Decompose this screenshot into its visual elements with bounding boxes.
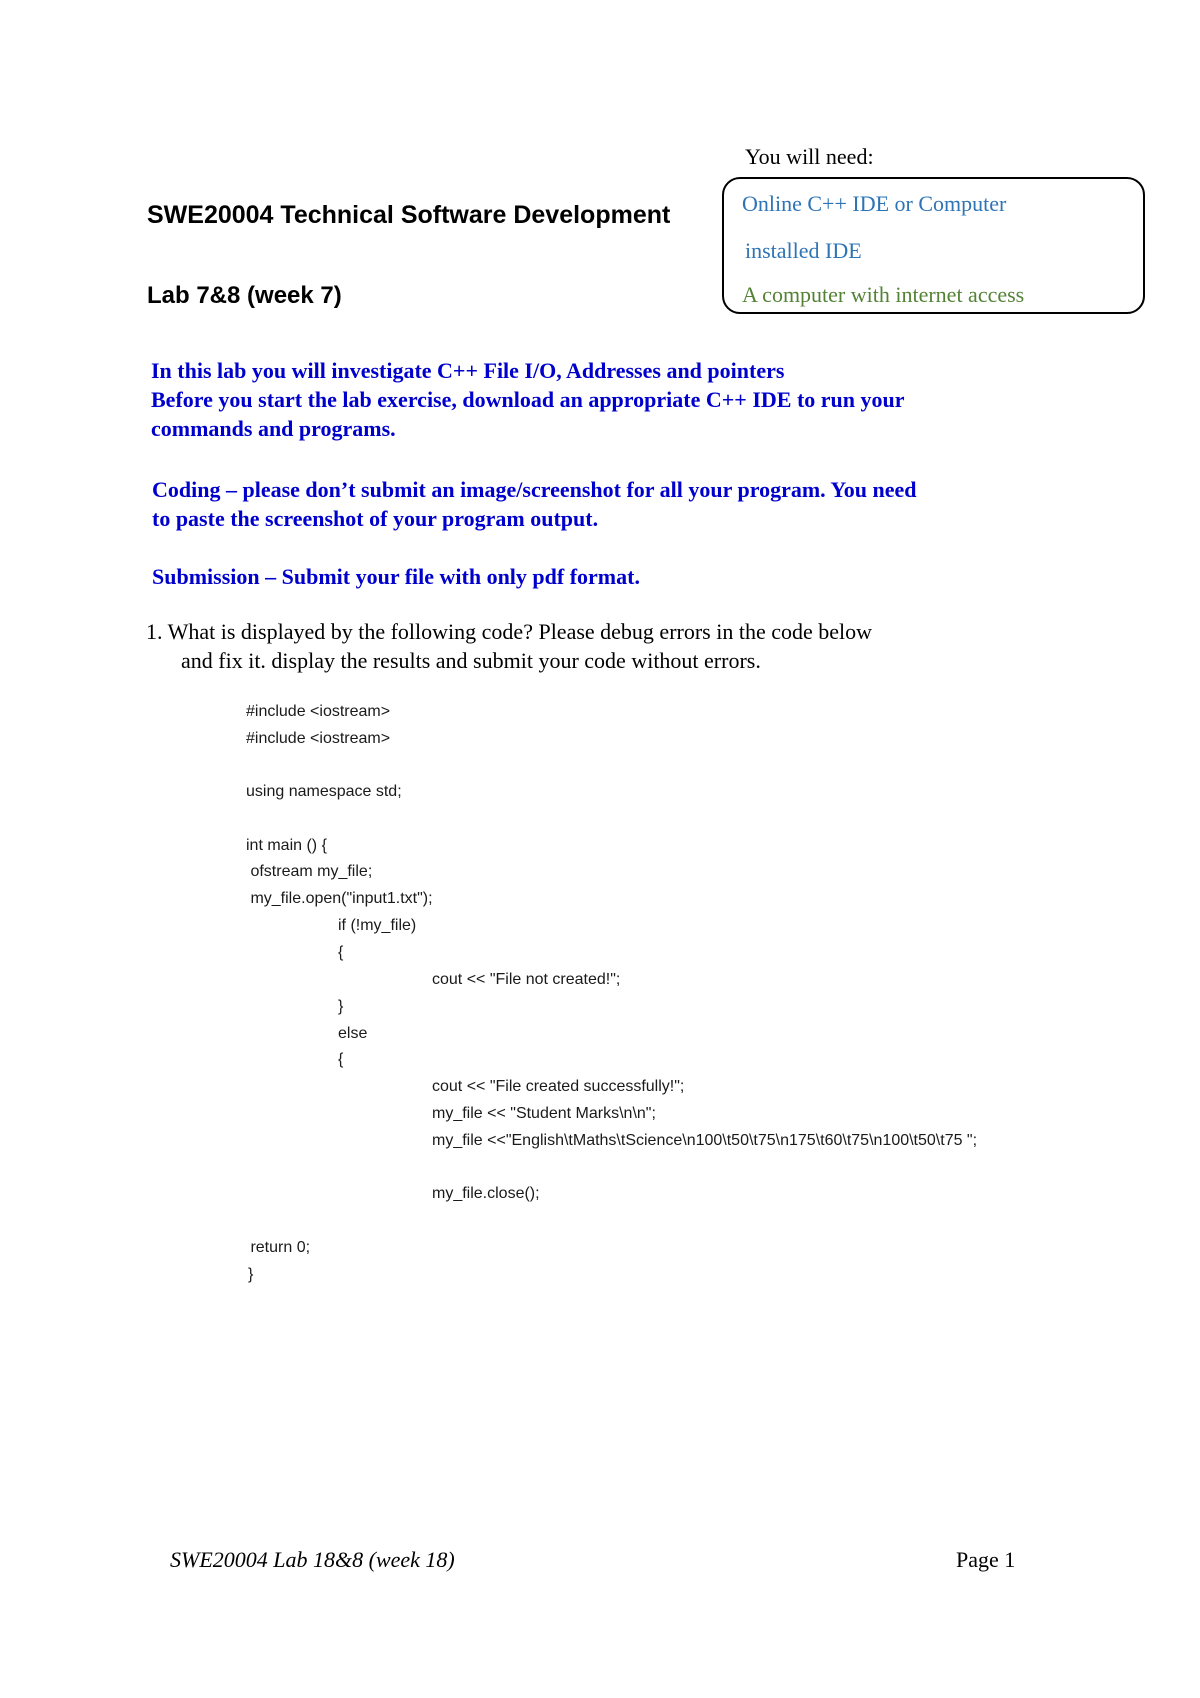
code-line: my_file << "Student Marks\n\n"; [432, 1105, 656, 1122]
code-line: return 0; [246, 1239, 311, 1256]
page-number: Page 1 [956, 1547, 1016, 1572]
code-line: } [338, 998, 344, 1015]
code-line: } [248, 1266, 254, 1283]
code-line: cout << "File created successfully!"; [432, 1078, 685, 1095]
coding-paragraph [152, 475, 1052, 533]
code-line: using namespace std; [246, 783, 402, 800]
question-1-line2: and fix it. display the results and submit your code without errors. [181, 648, 761, 673]
code-line: else [338, 1025, 368, 1042]
code-line: int main () { [246, 837, 327, 854]
intro-line: commands and programs. [151, 416, 396, 441]
you-will-need-label: You will need: [745, 144, 874, 169]
intro-line: Before you start the lab exercise, download an appropriate C++ IDE to run your [151, 387, 905, 412]
coding-line: Coding – please don’t submit an image/screenshot for all your program. You need [152, 477, 917, 502]
footer-lab-label: SWE20004 Lab 18&8 (week 18) [170, 1547, 455, 1572]
code-line: my_file.close(); [432, 1185, 540, 1202]
code-line: cout << "File not created!"; [432, 971, 621, 988]
code-line: my_file <<"English\tMaths\tScience\n100\t50\t75\n175\t60\t75\n100\t50\t75 "; [432, 1132, 978, 1149]
submission-paragraph: Submission – Submit your file with only pdf format. [152, 564, 640, 589]
requirement-online-ide: Online C++ IDE or Computer [742, 191, 1007, 216]
code-line: my_file.open("input1.txt"); [246, 890, 433, 907]
requirement-installed-ide: installed IDE [745, 238, 862, 263]
requirements-box [722, 177, 1145, 314]
code-line: #include <iostream> [246, 703, 391, 720]
lab-title: Lab 7&8 (week 7) [147, 282, 342, 309]
intro-line: In this lab you will investigate C++ File I/O, Addresses and pointers [151, 358, 785, 383]
code-line: ofstream my_file; [246, 863, 373, 880]
code-line: #include <iostream> [246, 730, 391, 747]
code-line: if (!my_file) [338, 917, 417, 934]
coding-line: to paste the screenshot of your program output. [152, 506, 599, 531]
requirement-computer-internet: A computer with internet access [742, 282, 1025, 307]
code-line: { [338, 1051, 344, 1068]
intro-paragraph [151, 356, 1051, 443]
question-1 [146, 617, 1046, 675]
question-1-line1: 1. What is displayed by the following code? Please debug errors in the code below [146, 619, 873, 644]
course-title: SWE20004 Technical Software Development [147, 201, 671, 229]
code-line: { [338, 944, 344, 961]
